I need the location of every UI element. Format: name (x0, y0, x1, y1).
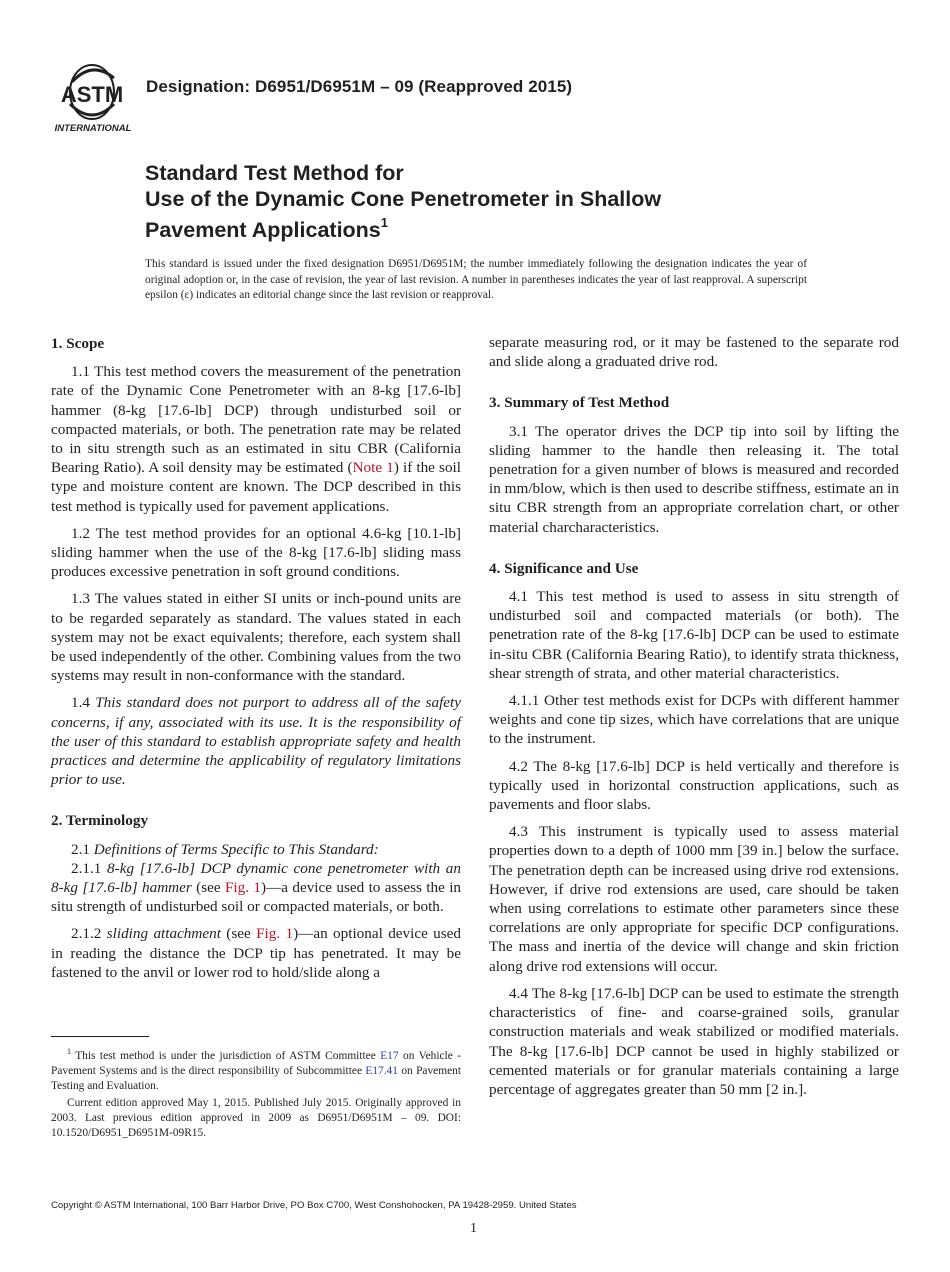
fig-1-link[interactable]: Fig. 1 (256, 925, 294, 943)
svg-text:INTERNATIONAL: INTERNATIONAL (54, 123, 132, 134)
left-column (51, 330, 461, 990)
paragraph-2-1-2-continued: separate measuring rod, or it may be fastened to the separate rod and slide along a graduated drive rod. (489, 334, 899, 371)
title-line-3: Pavement Applications$^1$ (145, 215, 388, 243)
paragraph-1-4: 1.4 This standard does not purport to address all of the safety concerns, if any, associated with its use. It is the responsibility of the user of this standard to establish appropriate safety and health practices and determine the applicability of regulatory limitations prior to use. (51, 694, 461, 789)
section-heading-significance: 4. Significance and Use (489, 559, 639, 577)
paragraph-4-3: 4.3 This instrument is typically used to assess material properties down to a depth of 1000 mm [39 in.] below the surface. The penetration depth can be increased using drive rod extensions. However, if drive rod extensions are used, care should be taken when using correlations to estimate other parameters since these correlations are only appropriate for specific DCP configurations. The mass and inertia of the device will change and skin friction along drive rod extensions will occur. (489, 823, 899, 975)
footnote-1: $^1$ This test method is under the jurisdiction of ASTM Committee E17 on Vehicle - Pavement Systems and is the direct responsibility of Subcommittee E17.41 on Pavement Testing and Evaluation. (51, 1047, 461, 1092)
section-heading-scope: 1. Scope (51, 335, 105, 352)
paragraph-3-1: 3.1 The operator drives the DCP tip into soil by lifting the sliding hammer to the handle then releasing it. The total penetration for a given number of blows is measured and recorded in mm/blow, which is then used to describe stiffness, estimate an in situ CBR strength from an appropriate correlation chart, or other material charcharacteristics. (489, 422, 899, 536)
right-column (489, 333, 899, 1107)
astm-logo (52, 64, 136, 134)
paragraph-1-3: 1.3 The values stated in either SI units or inch-pound units are to be regarded separately as standard. The values stated in each system may not be exact equivalents; therefore, each system shall be used independently of the other. Combining values from the two systems may result in non-conformance with the standard. (51, 590, 461, 685)
paragraph-4-4: 4.4 The 8-kg [17.6-lb] DCP can be used to estimate the strength characteristics of fine- and coarse-grained soils, granular construction materials and weak stabilized or modified materials. The 8-kg [17.6-lb] DCP cannot be used in highly stabilized or cemented materials or for granular materials containing a large percentage of aggregates greater than 50 mm [2 in.]. (489, 984, 899, 1098)
paragraph-4-2: 4.2 The 8-kg [17.6-lb] DCP is held vertically and therefore is typically used in horizontal construction applications, such as pavements and floor slabs. (489, 757, 899, 814)
title-footnote-ref[interactable]: 1 (380, 215, 388, 230)
svg-text:ASTM: ASTM (60, 82, 124, 107)
committee-e17-link[interactable]: E17 (380, 1049, 399, 1062)
fig-1-link[interactable]: Fig. 1 (224, 879, 262, 897)
title-line-1: Standard Test Method for (145, 161, 404, 185)
standard-notice: This standard is issued under the fixed designation D6951/D6951M; the number immediately following the designation indicates the year of original adoption or, in the case of revision, the year of last revision. A number in parentheses indicates the year of last reapproval. A superscript epsilon (ε) indicates an editorial change since the last revision or reapproval. (145, 258, 807, 301)
astm-logo-icon (52, 64, 136, 134)
subcommittee-e17-41-link[interactable]: E17.41 (365, 1064, 398, 1077)
note-1-link[interactable]: Note 1 (352, 459, 394, 477)
paragraph-2-1-1: 2.1.1 8-kg [17.6-lb] DCP dynamic cone penetrometer with an 8-kg [17.6-lb] hammer (see Fig. 1)—a device used to assess the in situ strength of undisturbed soil or compacted materials, or both. (51, 859, 462, 916)
paragraph-2-1-2: 2.1.2 sliding attachment (see Fig. 1)—an optional device used in reading the distance the DCP tip has penetrated. It may be fastened to the anvil or lower rod to hold/slide along a (51, 925, 462, 981)
footnotes (51, 1044, 461, 1143)
title-line-2: Use of the Dynamic Cone Penetrometer in Shallow (145, 187, 662, 211)
designation: Designation: D6951/D6951M – 09 (Reapproved 2015) (146, 77, 573, 96)
section-heading-summary: 3. Summary of Test Method (489, 394, 670, 412)
footnote-divider (51, 1036, 149, 1037)
copyright-notice: Copyright © ASTM International, 100 Barr Harbor Drive, PO Box C700, West Conshohocken, PA 19428-2959. United States (51, 1200, 577, 1211)
paragraph-2-1: 2.1 Definitions of Terms Specific to This Standard: (71, 840, 379, 858)
section-heading-terminology: 2. Terminology (51, 812, 149, 830)
paragraph-1-1: 1.1 This test method covers the measurement of the penetration rate of the Dynamic Cone Penetrometer with an 8-kg [17.6-lb] hammer (8-kg [17.6-lb] DCP) through undisturbed soil or compacted materials, or both. The penetration rate may be related to in situ strength such as an estimated in situ CBR (California Bearing Ratio). A soil density may be estimated (Note 1) if the soil type and moisture content are known. The DCP described in this test method is typically used for pavement applications. (51, 363, 461, 515)
page-number: 1 (470, 1221, 477, 1236)
paragraph-1-2: 1.2 The test method provides for an optional 4.6-kg [10.1-lb] sliding hammer when the use of the 8-kg [17.6-lb] sliding mass produces excessive penetration in soft ground conditions. (51, 524, 461, 581)
paragraph-4-1-1: 4.1.1 Other test methods exist for DCPs with different hammer weights and cone tip sizes, which have correlations that are unique to the instrument. (489, 692, 899, 748)
paragraph-4-1: 4.1 This test method is used to assess in situ strength of undisturbed soil and compacted materials (or both). The penetration rate of the 8-kg [17.6-lb] DCP can be used to estimate in-situ CBR (California Bearing Ratio), to identify strata thickness, shear strength of strata, and other material characteristics. (489, 588, 899, 682)
document-title (145, 160, 661, 243)
footnote-edition: Current edition approved May 1, 2015. Published July 2015. Originally approved in 2003. Last previous edition approved in 2009 as D6951/D6951M – 09. DOI: 10.1520/D6951_D6951M-09R15. (51, 1096, 461, 1139)
